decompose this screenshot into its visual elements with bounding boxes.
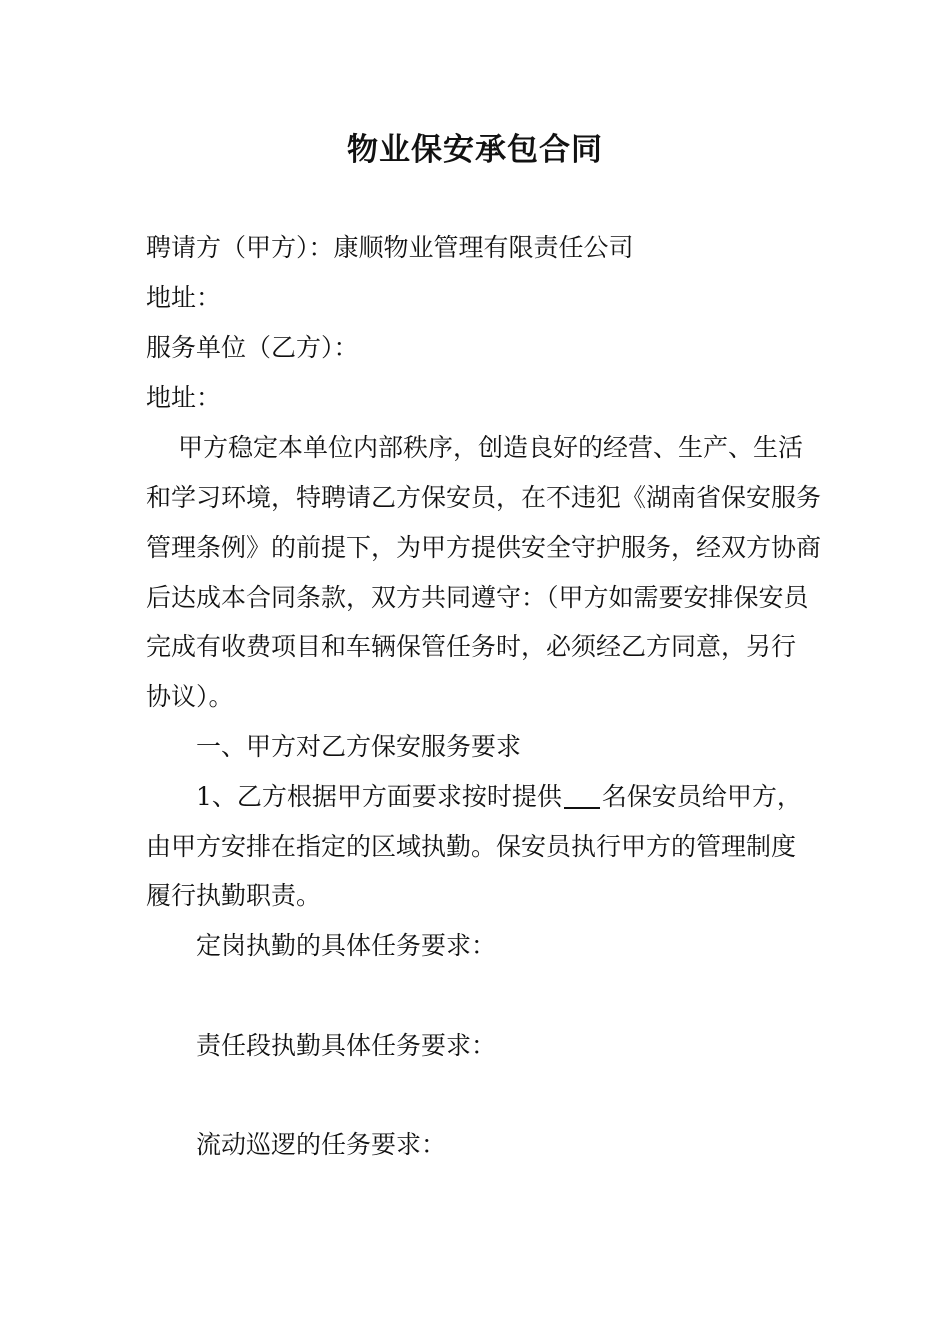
party-a-line: 聘请方（甲方）：康顺物业管理有限责任公司 xyxy=(146,233,634,262)
intro-line-3: 管理条例》的前提下，为甲方提供安全守护服务，经双方协商 xyxy=(146,533,822,562)
item-1-text-before-blank: 1、乙方根据甲方面要求按时提供 xyxy=(196,782,562,811)
item-1-line-1 xyxy=(196,772,866,822)
document-title: 物业保安承包合同 xyxy=(347,132,603,168)
fixed-post-requirements: 定岗执勤的具体任务要求： xyxy=(196,931,497,960)
guard-count-blank xyxy=(564,782,600,809)
party-a-address: 地址： xyxy=(146,283,222,312)
item-1-line-3: 履行执勤职责。 xyxy=(146,881,322,910)
item-1-text-after-blank: 名保安员给甲方， xyxy=(601,782,802,811)
section-duty-requirements: 责任段执勤具体任务要求： xyxy=(196,1031,497,1060)
item-1-line-2: 由甲方安排在指定的区域执勤。保安员执行甲方的管理制度 xyxy=(146,832,797,861)
intro-line-5: 完成有收费项目和车辆保管任务时，必须经乙方同意，另行 xyxy=(146,632,797,661)
intro-line-1: 甲方稳定本单位内部秩序，创造良好的经营、生产、生活 xyxy=(178,433,804,462)
intro-line-6: 协议）。 xyxy=(146,682,234,711)
party-b-address: 地址： xyxy=(146,383,222,412)
section-one-heading: 一、甲方对乙方保安服务要求 xyxy=(196,732,522,761)
intro-line-2: 和学习环境，特聘请乙方保安员，在不违犯《湖南省保安服务 xyxy=(146,483,822,512)
party-b-line: 服务单位（乙方）： xyxy=(146,333,359,362)
intro-line-4: 后达成本合同条款，双方共同遵守：（甲方如需要安排保安员 xyxy=(146,583,809,612)
patrol-requirements: 流动巡逻的任务要求： xyxy=(196,1130,447,1159)
